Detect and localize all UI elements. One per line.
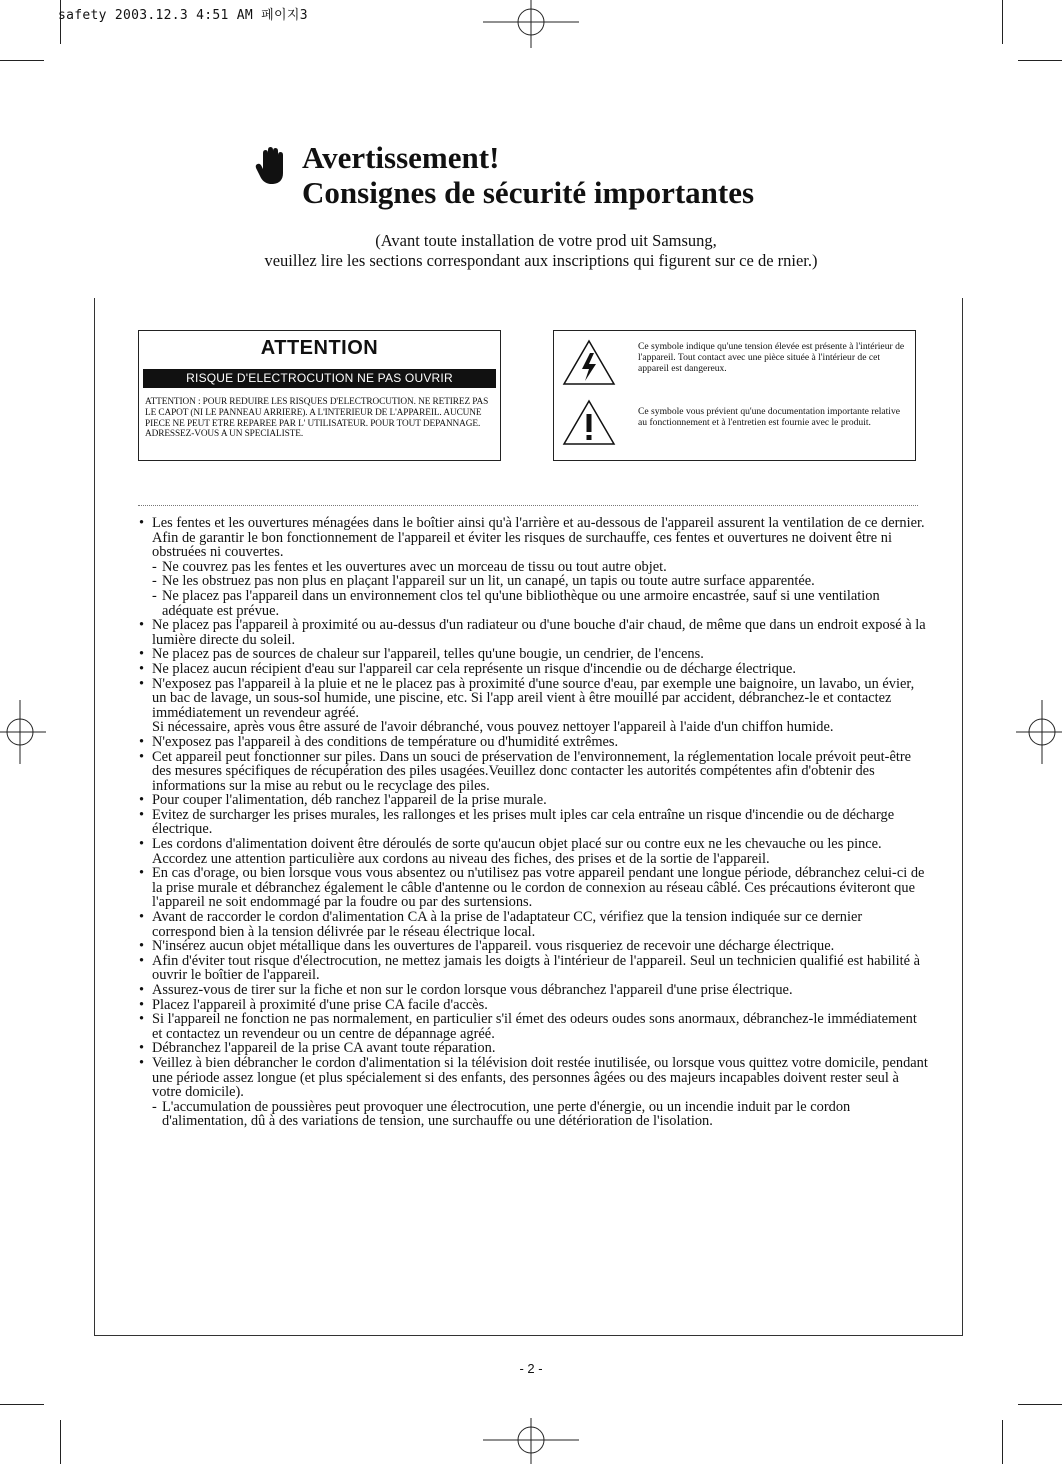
item-text: Pour couper l'alimentation, déb ranchez l'appareil de la prise murale. (152, 792, 547, 809)
crop-mark (0, 1404, 44, 1405)
high-voltage-icon (562, 339, 616, 386)
list-item (139, 939, 929, 954)
item-text: Les fentes et les ouvertures ménagées dans le boîtier ainsi qu'à l'arrière et au-dessous de l'appareil assurent la ventilation de ce dernier. (152, 515, 925, 531)
sub-item: - Ne les obstruez pas non plus en plaçant l'appareil sur un lit, un canapé, un tapis ou toute autre surface apparentée. (152, 574, 929, 589)
page-number: - 2 - (519, 1361, 543, 1376)
item-text: N'exposez pas l'appareil à la pluie et ne le placez pas à proximité d'une source d'eau, par exemple une baignoire, un lavabo, un évier, un bac de lavage, un sous-sol humide, une piscine, etc. Si l'app areil vient à être mouillé par accident, débranchez-le et contactez immédiatement un revendeur agréé. (152, 675, 915, 721)
list-item (139, 618, 929, 647)
item-text: Ne placez pas de sources de chaleur sur l'appareil, telles qu'une bougie, un cendrier, de l'encens. (152, 646, 704, 663)
sub-item: - L'accumulation de poussières peut provoquer une électrocution, une perte d'énergie, ou un incendie induit par le cordon d'alimentation, dû à des variations de tension, une surchauffe ou une détérioration de l'isolation. (152, 1100, 929, 1129)
crop-mark (0, 60, 44, 61)
sub-item: - Ne couvrez pas les fentes et les ouvertures avec un morceau de tissu ou tout autre objet. (152, 560, 929, 575)
item-text: Ne placez pas l'appareil à proximité ou au-dessus d'un radiateur ou d'une bouche d'air chaud, de même que dans un endroit exposé à la lumière directe du soleil. (152, 617, 926, 648)
attention-box (138, 330, 501, 461)
list-item (139, 735, 929, 750)
sub-item: - Ne placez pas l'appareil dans un environnement clos tel qu'une bibliothèque ou une armoire encastrée, sauf si une ventilation adéquate est prévue. (152, 589, 929, 618)
list-item (139, 1056, 929, 1129)
list-item (139, 998, 929, 1013)
attention-title: ATTENTION (260, 337, 379, 359)
symbols-box (553, 330, 916, 461)
item-text: Les cordons d'alimentation doivent être déroulés de sorte qu'aucun objet placé sur ou contre eux ne les chevauche ou les pince. Accordez une attention particulière aux cordons au niveau des fiches, des prises et de la sortie de l'appareil. (152, 836, 882, 867)
intro-line: (Avant toute installation de votre prod uit Samsung, (375, 231, 717, 250)
registration-mark (0, 700, 46, 764)
list-item (139, 1041, 929, 1056)
item-text: N'insérez aucun objet métallique dans les ouvertures de l'appareil. vous risqueriez de recevoir une décharge électrique. (152, 938, 835, 955)
registration-mark (483, 0, 579, 48)
list-item (139, 647, 929, 662)
list-item (139, 662, 929, 677)
list-item (139, 866, 929, 910)
item-text: Evitez de surcharger les prises murales, les rallonges et les prises mult iples car cela entraîne un risque d'incendie ou de décharge électrique. (152, 806, 895, 838)
item-text: Si l'appareil ne fonction ne pas normalement, en particulier s'il émet des odeurs oudes sons anormaux, débranchez-le immédiatement et contactez un revendeur ou un centre de dépannage agréé. (152, 1011, 917, 1042)
list-item (139, 954, 929, 983)
item-extra: Afin de garantir le bon fonctionnement de l'appareil et éviter les risques de surchauffe, ces fentes et ouvertures ne doivent être ni obstruées ni couvertes. (152, 529, 892, 561)
item-text: N'exposez pas l'appareil à des conditions de température ou d'humidité extrêmes. (152, 733, 619, 750)
print-header-stamp: safety 2003.12.3 4:51 AM 페이지3 (58, 8, 308, 23)
list-item (139, 808, 929, 837)
dotted-separator (138, 505, 918, 506)
attention-warning-bar: RISQUE D'ELECTROCUTION NE PAS OUVRIR (143, 369, 496, 388)
frame-border (94, 1335, 963, 1336)
list-item (139, 1012, 929, 1041)
list-item (139, 677, 929, 735)
item-text: Cet appareil peut fonctionner sur piles. Dans un souci de préservation de l'environnement, la réglementation locale prévoit peut-être des mesures spécifiques de récupération des piles usagées.Veuillez donc contacter les autorités compétentes afin d'obtenir des informations sur la mise au rebut ou le recyclage des piles. (152, 748, 912, 794)
item-text: Afin d'éviter tout risque d'électrocution, ne mettez jamais les doigts à l'intérieur de l'appareil. Seul un technicien qualifié est habilité à ouvrir le boîtier de l'appareil. (152, 952, 921, 984)
item-text: Avant de raccorder le cordon d'alimentation CA à la prise de l'adaptateur CC, vérifiez que la tension indiquée sur ce dernier correspond bien à la tension délivrée par le réseau électrique local. (152, 909, 863, 940)
list-item (139, 837, 929, 866)
intro-line: veuillez lire les sections correspondant aux inscriptions qui figurent sur ce de rnier.) (264, 251, 818, 270)
registration-mark (1016, 700, 1062, 764)
crop-mark (1002, 1420, 1003, 1464)
crop-mark (1018, 60, 1062, 61)
item-text: Ne placez aucun récipient d'eau sur l'appareil car cela représente un risque d'incendie ou de décharge électrique. (152, 660, 796, 677)
list-item (139, 750, 929, 794)
item-text: Veillez à bien débrancher le cordon d'alimentation si la télévision doit restée inutilisée, ou lorsque vous quittez votre domicile, pendant une période assez longue (et plus spécialement si des enfants, des personnes âgées ou des majeurs incapables doivent rester seul à votre domicile). (152, 1054, 928, 1101)
registration-mark (483, 1418, 579, 1464)
list-item (139, 910, 929, 939)
voltage-symbol-text: Ce symbole indique qu'une tension élevée est présente à l'intérieur de l'appareil. Tout contact avec une pièce située à l'intérieur de cet appareil est dangereux. (638, 341, 905, 374)
documentation-symbol-text: Ce symbole vous prévient qu'une documentation importante relative au fonctionnement et à l'entretien est fournie avec le produit. (638, 406, 901, 428)
crop-mark (60, 1420, 61, 1464)
item-text: En cas d'orage, ou bien lorsque vous vous absentez ou n'utilisez pas votre appareil pendant une longue période, débranchez celui-ci de la prise murale et débranchez également le câble d'antenne ou le cordon de connexion au réseau câblé. Ces précautions éviteront que l'appareil ne soit endommagé par la foudre ou par des surtensions. (152, 865, 925, 911)
attention-text: ATTENTION : POUR REDUIRE LES RISQUES D'ELECTROCUTION. NE RETIREZ PAS LE CAPOT (NI LE PANNEAU ARRIERE). A L'INTERIEUR DE L'APPAREIL. AUCUNE PIECE NE PEUT ETRE REPAREE PAR L' UTILISATEUR. POUR TOUT DEPANNAGE. ADRESSEZ-VOUS A UN SPECIALISTE. (145, 397, 489, 440)
frame-border (962, 298, 963, 1336)
safety-list (139, 516, 929, 1129)
list-item (139, 983, 929, 998)
frame-border (94, 298, 95, 1336)
item-text: Débranchez l'appareil de la prise CA avant toute réparation. (152, 1040, 496, 1057)
warning-hand-icon (255, 147, 289, 187)
page-title: Avertissement! (302, 140, 500, 175)
list-item (139, 793, 929, 808)
item-extra: Si nécessaire, après vous être assuré de l'avoir débranché, vous pouvez nettoyer l'appareil à l'aide d'un chiffon humide. (152, 719, 834, 736)
crop-mark (1002, 0, 1003, 44)
list-item (139, 516, 929, 618)
exclamation-triangle-icon (562, 399, 616, 446)
page-subtitle: Consignes de sécurité importantes (302, 175, 755, 210)
item-text: Assurez-vous de tirer sur la fiche et non sur le cordon lorsque vous débranchez l'appareil d'une prise électrique. (152, 982, 793, 998)
item-text: Placez l'appareil à proximité d'une prise CA facile d'accès. (152, 996, 488, 1013)
crop-mark (1018, 1404, 1062, 1405)
safety-instructions (139, 516, 929, 1129)
